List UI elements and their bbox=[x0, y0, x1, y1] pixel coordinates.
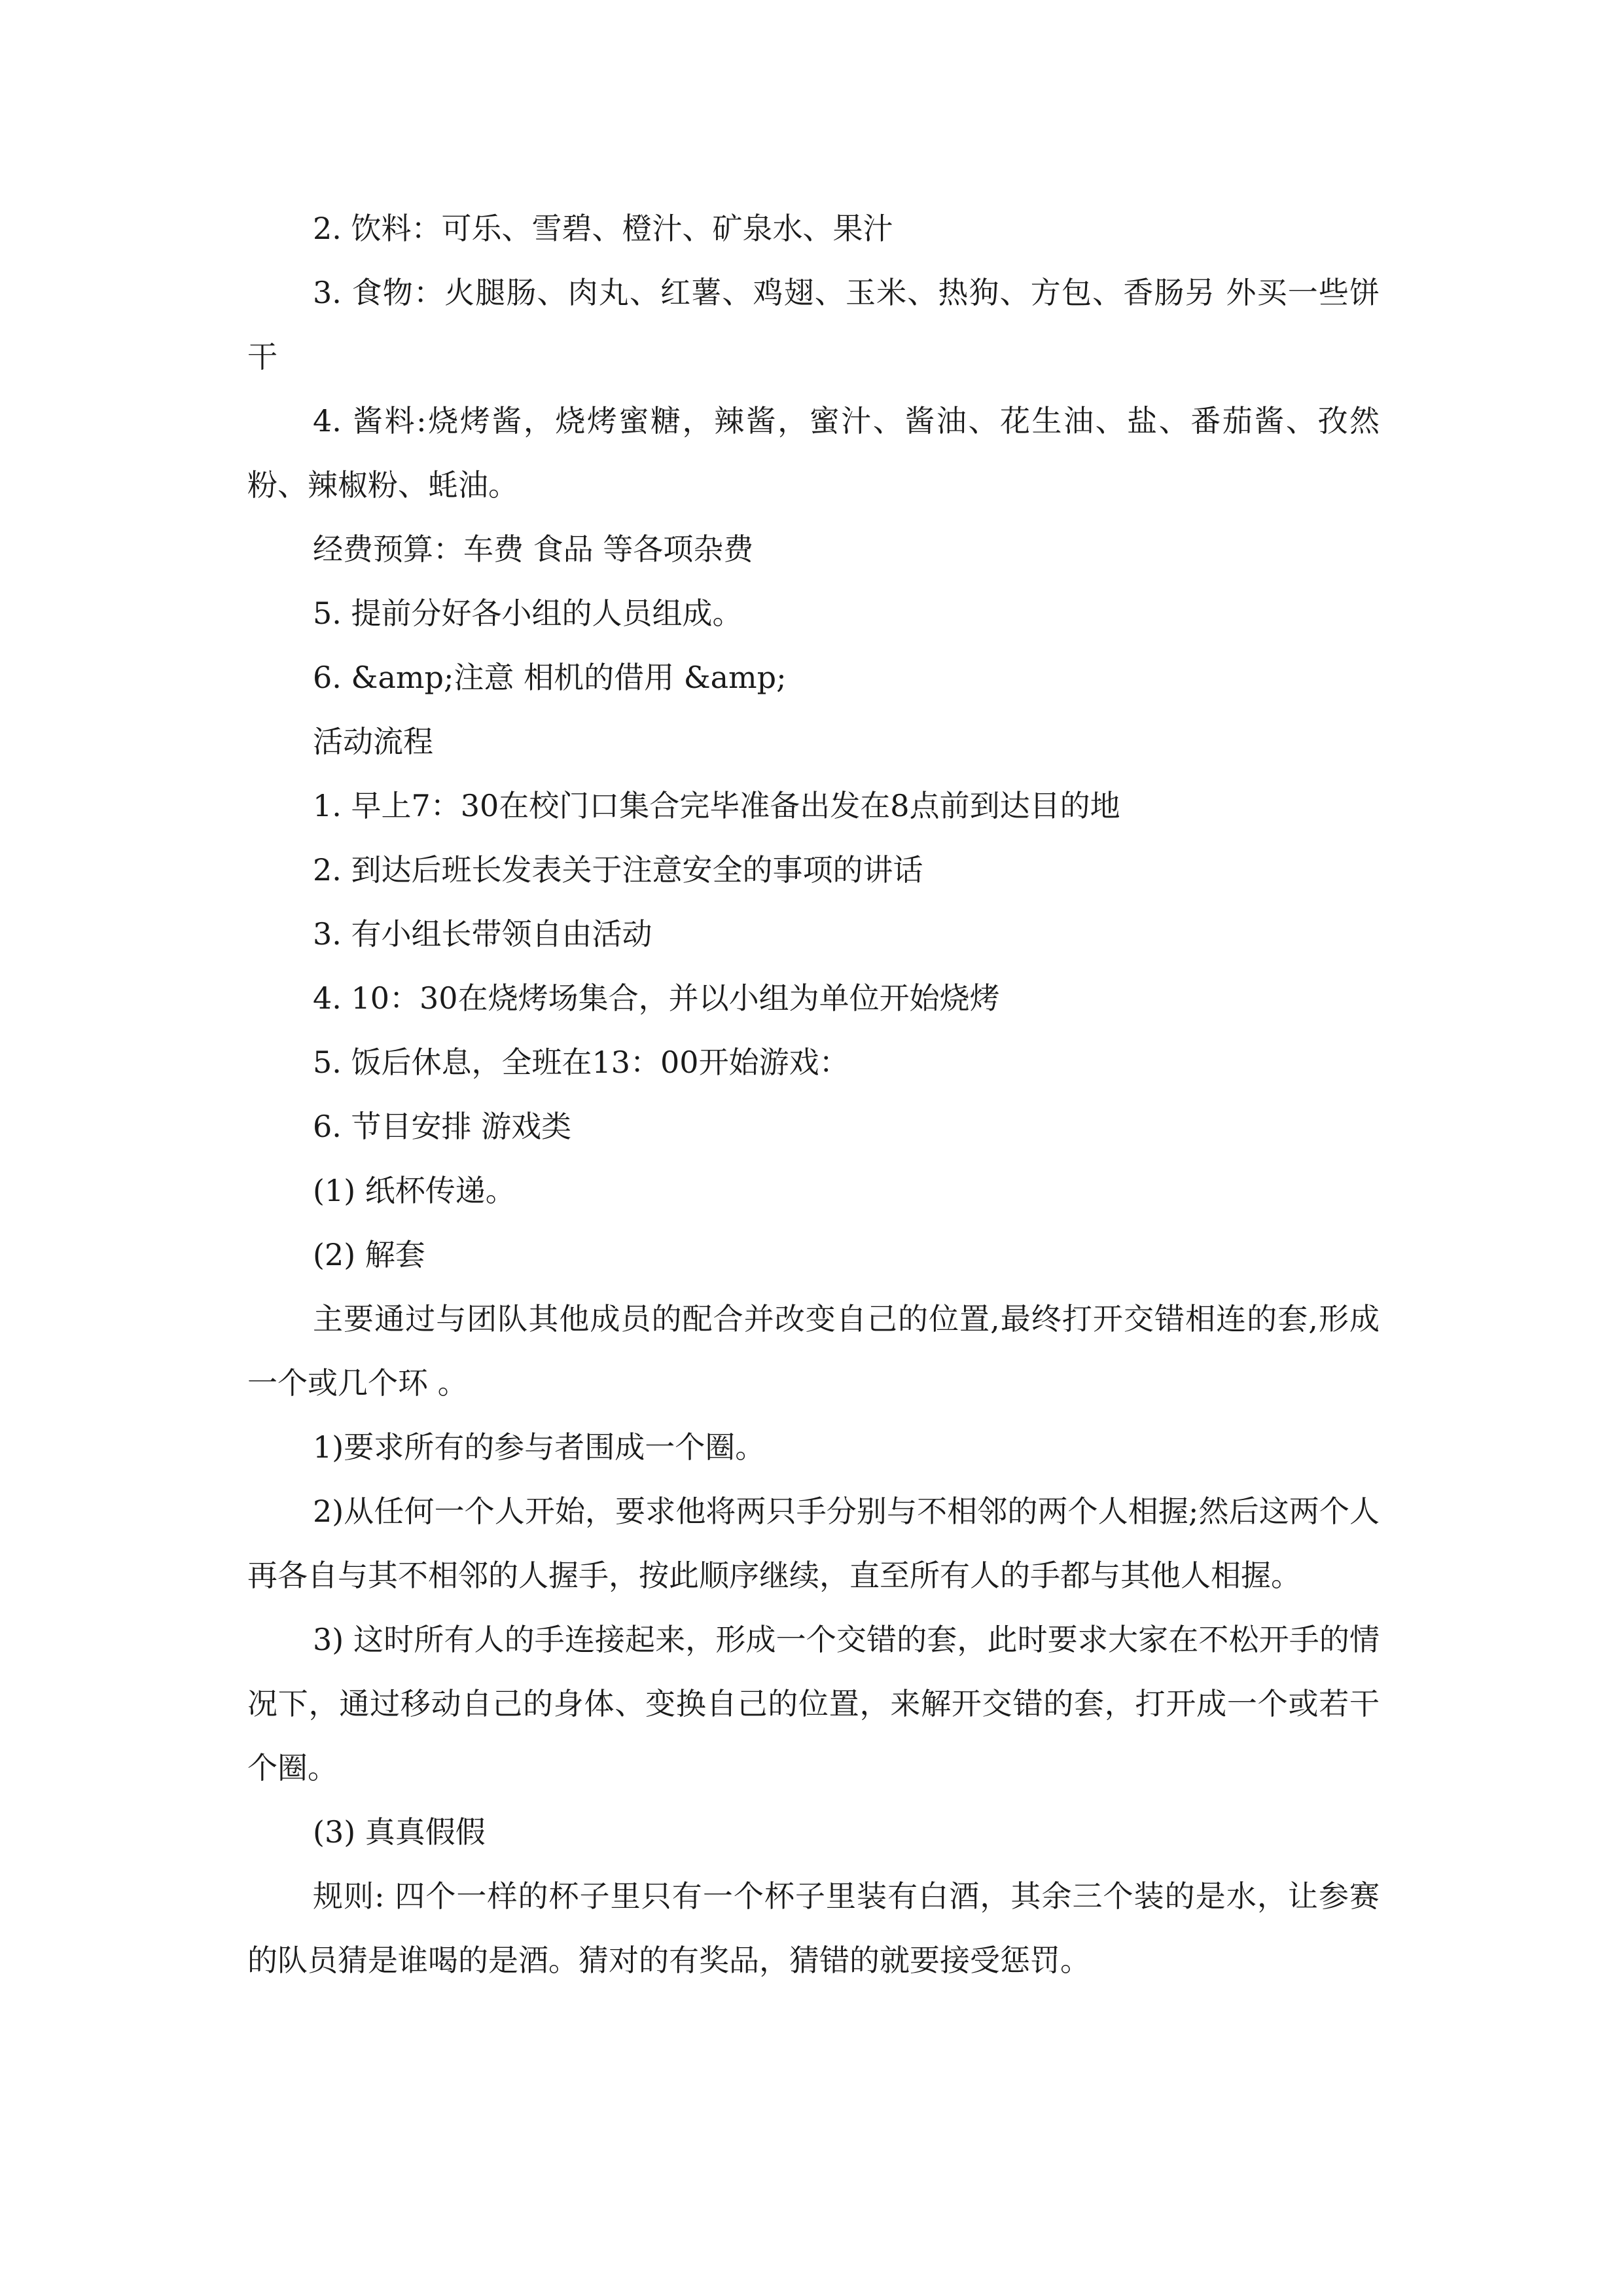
paragraph-sauces: 4. 酱料:烧烤酱，烧烤蜜糖，辣酱，蜜汁、酱油、花生油、盐、番茄酱、孜然粉、辣椒粉、蚝油。 bbox=[247, 403, 1380, 503]
paragraph-drinks: 2. 饮料：可乐、雪碧、橙汁、矿泉水、果汁 bbox=[313, 211, 893, 246]
game-3-rules: 规则: 四个一样的杯子里只有一个杯子里装有白酒，其余三个装的是水，让参赛的队员猜是谁喝的是酒。猜对的有奖品，猜错的就要接受惩罚。 bbox=[247, 1878, 1380, 1978]
game-2-step-3: 3) 这时所有人的手连接起来，形成一个交错的套，此时要求大家在不松开手的情况下，通过移动自己的身体、变换自己的位置，来解开交错的套，打开成一个或若干个圈。 bbox=[247, 1622, 1380, 1785]
flow-item-1: 1. 早上7：30在校门口集合完毕准备出发在8点前到达目的地 bbox=[313, 788, 1120, 823]
flow-item-3: 3. 有小组长带领自由活动 bbox=[313, 916, 652, 952]
section-heading-activity-flow: 活动流程 bbox=[313, 724, 433, 759]
game-2-step-2: 2)从任何一个人开始，要求他将两只手分别与不相邻的两个人相握;然后这两个人再各自与其不相邻的人握手，按此顺序继续，直至所有人的手都与其他人相握。 bbox=[247, 1494, 1380, 1593]
flow-item-5: 5. 饭后休息，全班在13：00开始游戏： bbox=[313, 1045, 849, 1080]
paragraph-budget: 经费预算：车费 食品 等各项杂费 bbox=[313, 531, 754, 567]
game-item-1: (1) 纸杯传递。 bbox=[313, 1173, 516, 1208]
paragraph-food: 3. 食物：火腿肠、肉丸、红薯、鸡翅、玉米、热狗、方包、香肠另 外买一些饼干 bbox=[247, 275, 1380, 374]
flow-item-6: 6. 节目安排 游戏类 bbox=[313, 1109, 572, 1144]
flow-item-4: 4. 10：30在烧烤场集合，并以小组为单位开始烧烤 bbox=[313, 980, 1000, 1016]
paragraph-groups: 5. 提前分好各小组的人员组成。 bbox=[313, 596, 743, 631]
game-item-3: (3) 真真假假 bbox=[313, 1814, 486, 1850]
game-2-description: 主要通过与团队其他成员的配合并改变自己的位置,最终打开交错相连的套,形成一个或几个环 。 bbox=[247, 1301, 1380, 1401]
flow-item-2: 2. 到达后班长发表关于注意安全的事项的讲话 bbox=[313, 852, 923, 888]
paragraph-camera: 6. &amp;注意 相机的借用 &amp; bbox=[313, 660, 787, 695]
game-2-step-1: 1)要求所有的参与者围成一个圈。 bbox=[313, 1429, 766, 1465]
game-item-2: (2) 解套 bbox=[313, 1237, 425, 1272]
document-body bbox=[247, 196, 1380, 1992]
